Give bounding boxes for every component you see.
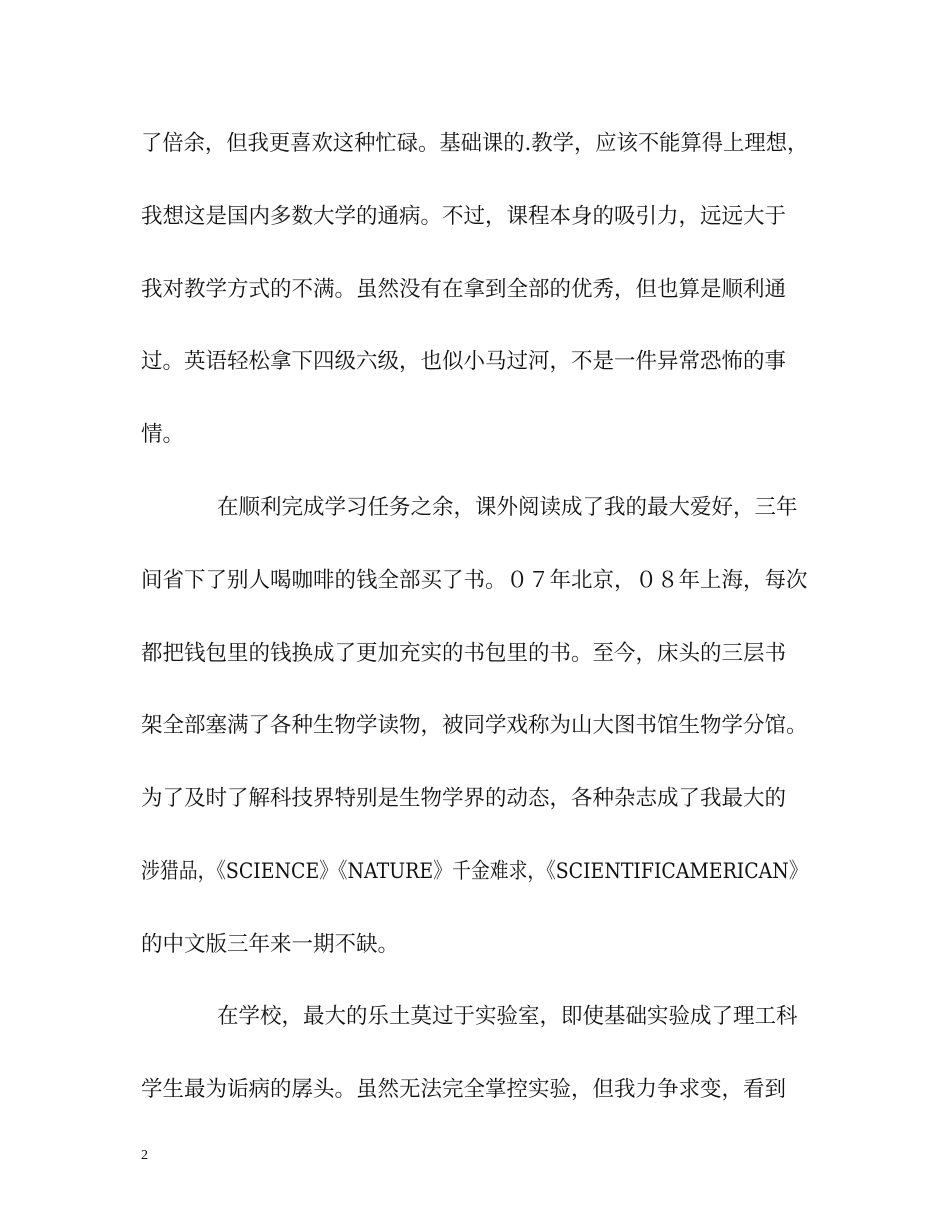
text-line: 架全部塞满了各种生物学读物，被同学戏称为山大图书馆生物学分馆。 [141,713,808,738]
page-number: 2 [141,1148,148,1163]
text-line: 为了及时了解科技界特别是生物学界的动态，各种杂志成了我最大的 [141,786,787,811]
text-line: 间省下了别人喝咖啡的钱全部买了书。０７年北京，０８年上海，每次 [141,568,808,593]
text-line: 都把钱包里的钱换成了更加充实的书包里的书。至今，床头的三层书 [141,641,787,666]
text-line: 学生最为诟病的孱头。虽然无法完全掌控实验，但我力争求变，看到 [141,1077,787,1102]
text-line: 我想这是国内多数大学的通病。不过，课程本身的吸引力，远远大于 [141,204,787,229]
text-line: 的中文版三年来一期不缺。 [141,932,400,957]
text-line: 情。 [141,422,185,447]
text-line: 我对教学方式的不满。虽然没有在拿到全部的优秀，但也算是顺利通 [141,277,787,302]
text-line: 了倍余，但我更喜欢这种忙碌。基础课的.教学，应该不能算得上理想， [141,131,809,156]
paragraph-start-line: 在学校，最大的乐土莫过于实验室，即使基础实验成了理工科 [217,1004,798,1029]
text-line: 过。英语轻松拿下四级六级，也似小马过河，不是一件异常恐怖的事 [141,349,787,374]
text-line: 涉猎品，《SCIENCE》《NATURE》千金难求，《SCIENTIFICAMERICAN》 [141,859,808,884]
paragraph-start-line: 在顺利完成学习任务之余，课外阅读成了我的最大爱好，三年 [217,495,798,520]
